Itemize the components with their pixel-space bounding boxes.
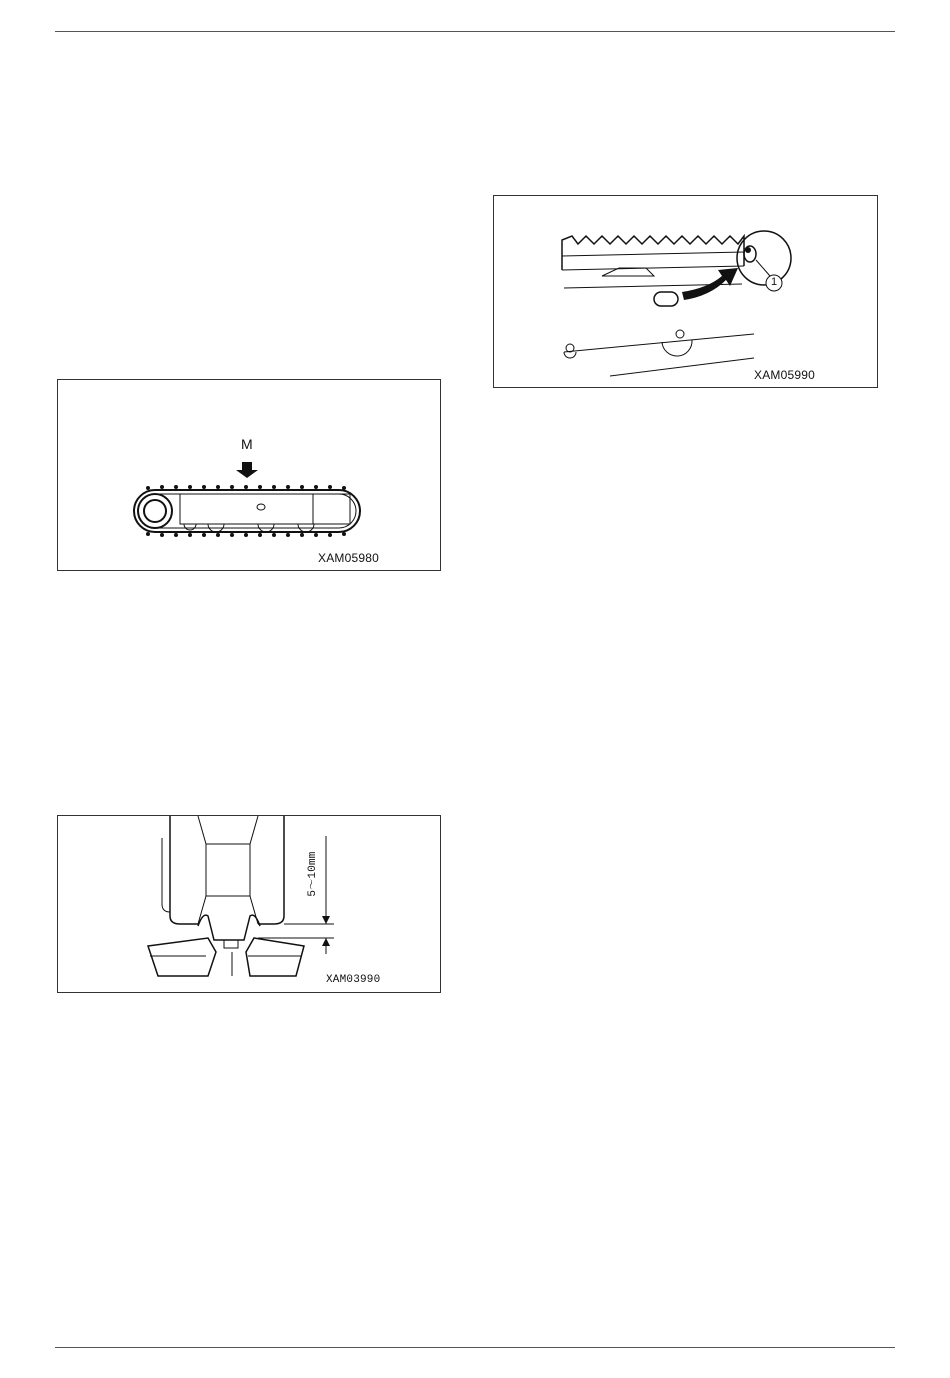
figure-sag-measure [57, 815, 441, 993]
figure-code: XAM03990 [326, 974, 381, 986]
figure-code: XAM05980 [318, 551, 379, 565]
top-rule [55, 31, 895, 32]
callout-number: 1 [771, 276, 778, 288]
bottom-rule [55, 1347, 895, 1348]
figure-track-top [57, 379, 441, 571]
figure-adjust-cylinder [493, 195, 878, 388]
sag-illustration [58, 816, 442, 994]
figure-code: XAM05990 [754, 368, 815, 382]
arrow-label-m: M [241, 436, 253, 452]
track-illustration [58, 380, 442, 572]
cylinder-illustration [494, 196, 879, 389]
dimension-label: 5～10mm [307, 851, 319, 897]
